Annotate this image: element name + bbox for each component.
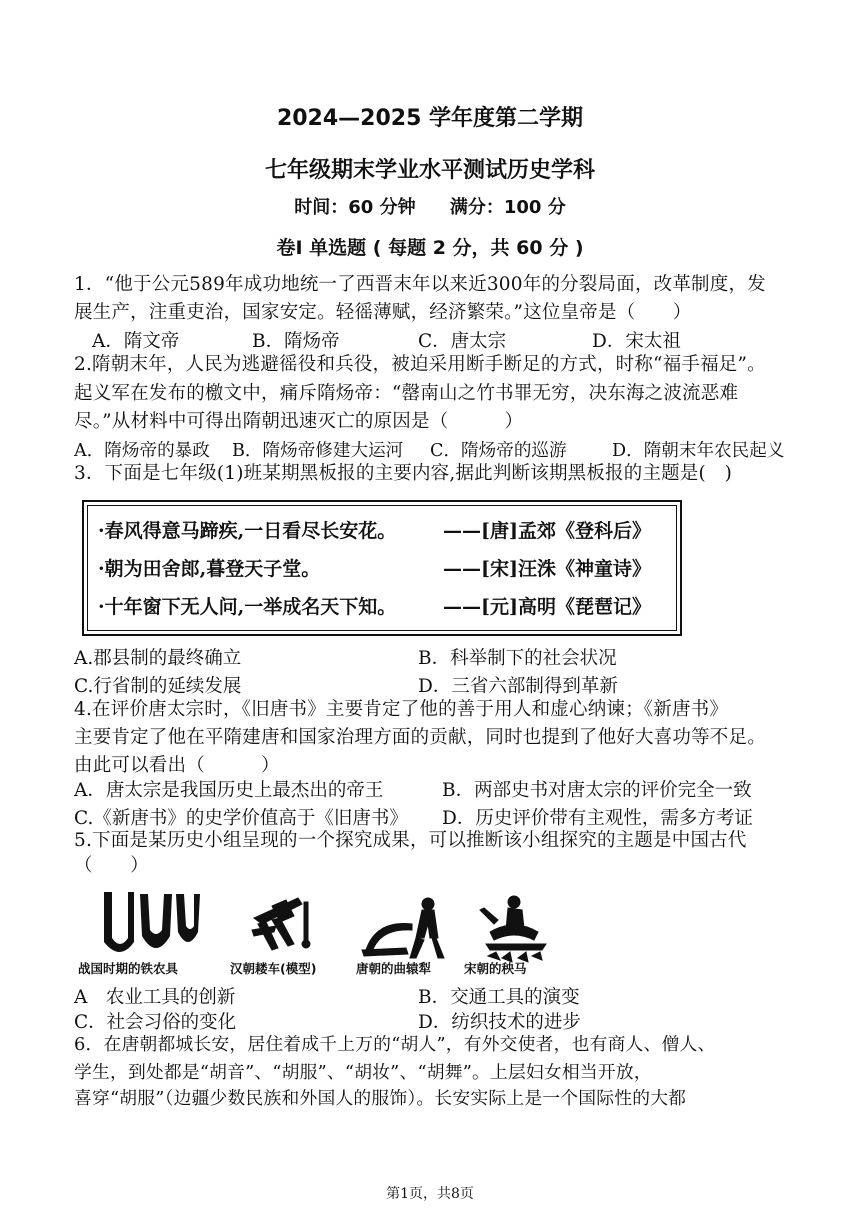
q1-option-c: C．唐太宗 <box>418 331 507 352</box>
curved-plow-figure <box>362 898 444 958</box>
q5-stem-line-1: 5.下面是某历史小组呈现的一个探究成果，可以推断该小组探究的主题是中国古代 <box>74 830 747 851</box>
poem-2-text: ·朝为田舍郎,暮登天子堂。 <box>98 558 321 580</box>
poem-3-source: ——[元]高明《琵琶记》 <box>443 596 651 618</box>
caption-seedling-horse: 宋朝的秧马 <box>464 961 527 976</box>
q3-option-c: C.行省制的延续发展 <box>74 676 242 697</box>
poem-1-source: ——[唐]孟郊《登科后》 <box>443 520 651 542</box>
q2-stem-line-1: 2.隋朝末年，人民为逃避徭役和兵役，被迫采用断手断足的方式，时称“福手福足”。 <box>74 354 766 375</box>
q4-option-a: A．唐太宗是我国历史上最杰出的帝王 <box>74 780 384 801</box>
q3-option-a: A.郡县制的最终确立 <box>74 648 242 669</box>
q1-option-a: A．隋文帝 <box>92 331 180 352</box>
q2-stem-line-3: 尽。”从材料中可得出隋朝迅速灭亡的原因是（ ） <box>74 411 524 432</box>
caption-iron-tools: 战国时期的铁农具 <box>78 961 179 976</box>
q4-stem-line-3: 由此可以看出（ ） <box>74 755 280 776</box>
q6-stem-line-3: 喜穿“胡服”（边疆少数民族和外国人的服饰）。长安实际上是一个国际性的大都 <box>74 1088 687 1109</box>
q3-option-d: D．三省六部制得到革新 <box>418 676 618 697</box>
poem-1-text: ·春风得意马蹄疾,一日看尽长安花。 <box>98 520 397 542</box>
q5-option-c: C．社会习俗的变化 <box>74 1012 237 1033</box>
iron-tool-figure <box>104 892 200 952</box>
poem-2 <box>98 554 651 581</box>
exam-time: 时间：60 分钟 <box>294 197 416 218</box>
seed-drill-figure <box>252 898 310 950</box>
caption-curved-plow: 唐朝的曲辕犁 <box>356 961 432 976</box>
q5-option-b: B．交通工具的演变 <box>418 987 580 1008</box>
q4-stem-line-2: 主要肯定了他在平隋建唐和国家治理方面的贡献，同时也提到了他好大喜功等不足。 <box>74 727 766 748</box>
q4-option-c: C.《新唐书》的史学价值高于《旧唐书》 <box>74 808 408 829</box>
caption-seed-drill: 汉朝耧车(模型) <box>230 961 317 976</box>
q6-stem-line-1: 6．在唐朝都城长安，居住着成千上万的“胡人”，有外交使者，也有商人、僧人、 <box>74 1034 716 1055</box>
poem-3 <box>98 592 651 619</box>
exam-info <box>0 193 860 219</box>
q4-stem-line-1: 4.在评价唐太宗时，《旧唐书》主要肯定了他的善于用人和虚心纳谏；《新唐书》 <box>74 699 729 720</box>
section-heading: 卷Ⅰ 单选题 ( 每题 2 分，共 60 分 ) <box>276 237 584 259</box>
exam-score: 满分：100 分 <box>449 197 566 218</box>
q2-option-d: D．隋朝末年农民起义 <box>612 441 785 461</box>
exam-subtitle: 七年级期末学业水平测试历史学科 <box>264 158 595 183</box>
q2-option-b: B．隋炀帝修建大运河 <box>232 441 404 461</box>
q1-stem-line-1: 1．“他于公元589年成功地统一了西晋末年以来近300年的分裂局面，改革制度，发 <box>74 274 766 295</box>
q1-option-d: D．宋太祖 <box>592 331 681 352</box>
poem-1 <box>98 516 651 543</box>
page-footer: 第1页，共8页 <box>386 1186 474 1202</box>
q2-option-a: A．隋炀帝的暴政 <box>74 441 210 461</box>
q2-stem-line-2: 起义军在发布的檄文中，痛斥隋炀帝：“罄南山之竹书罪无穷，决东海之波流恶难 <box>74 383 739 404</box>
q3-stem: 3．下面是七年级(1)班某期黑板报的主要内容,据此判断该期黑板报的主题是( ) <box>74 463 733 484</box>
q1-option-b: B．隋炀帝 <box>252 331 340 352</box>
q4-option-b: B．两部史书对唐太宗的评价完全一致 <box>442 780 752 801</box>
q5-option-a: A 农业工具的创新 <box>74 987 236 1008</box>
q1-stem-line-2: 展生产，注重吏治，国家安定。轻徭薄赋，经济繁荣。”这位皇帝是（ ） <box>74 302 692 323</box>
q3-option-b: B．科举制下的社会状况 <box>418 648 617 669</box>
q2-option-c: C．隋炀帝的巡游 <box>430 441 567 461</box>
exam-title: 2024—2025 学年度第二学期 <box>276 106 584 131</box>
poem-3-text: ·十年窗下无人问,一举成名天下知。 <box>98 596 397 618</box>
poem-2-source: ——[宋]汪洙《神童诗》 <box>443 558 651 580</box>
q5-stem-line-2: （ ） <box>74 855 149 876</box>
seedling-horse-figure <box>480 896 546 962</box>
q5-option-d: D．纺织技术的进步 <box>418 1012 581 1033</box>
q4-option-d: D．历史评价带有主观性，需多方考证 <box>442 808 753 829</box>
q6-stem-line-2: 学生，到处都是“胡音”、“胡服”、“胡妆”、“胡舞”。上层妇女相当开放， <box>74 1062 652 1083</box>
